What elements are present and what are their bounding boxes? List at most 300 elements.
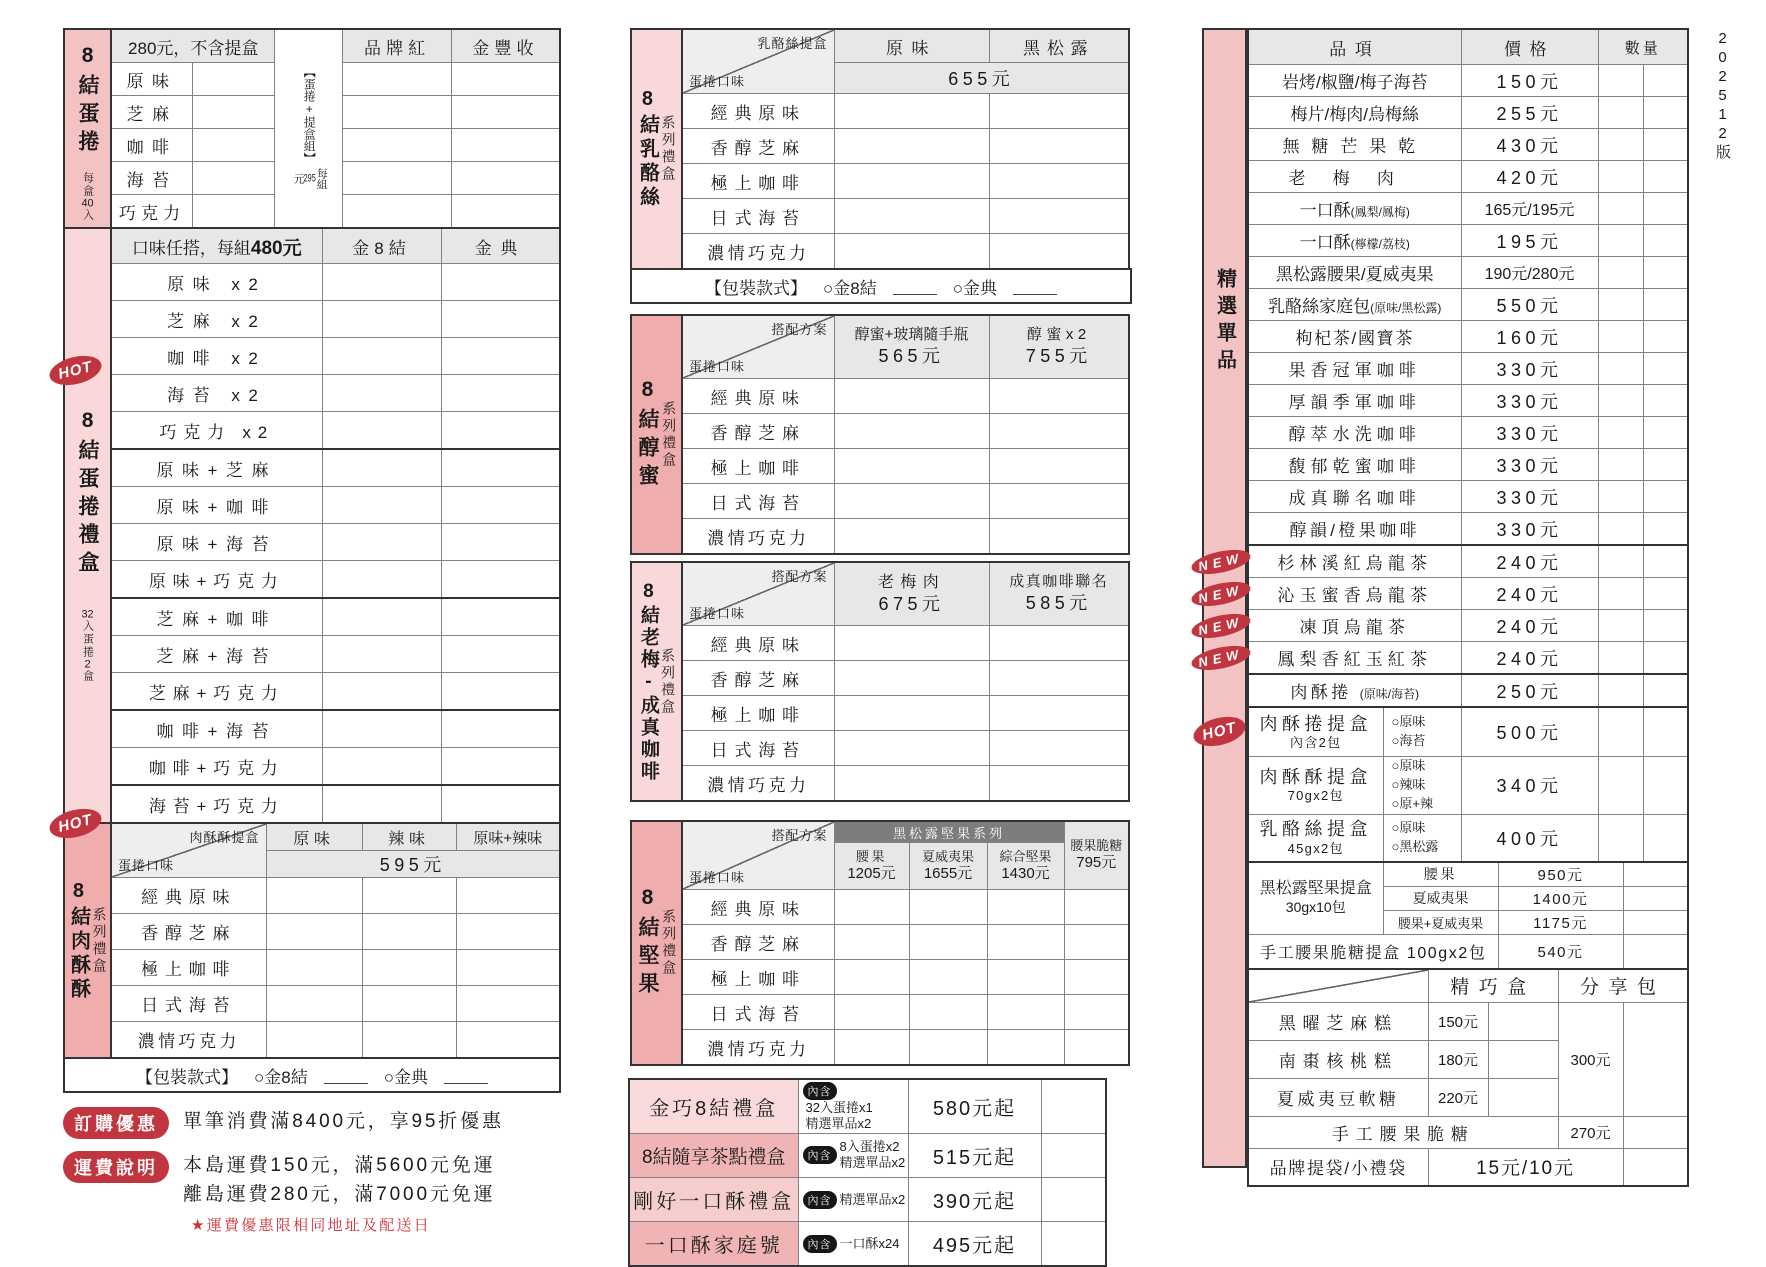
item-price: 540元 <box>1498 934 1623 969</box>
qty-cell[interactable] <box>834 449 989 484</box>
qty-cell[interactable] <box>1598 97 1643 129</box>
qty-cell[interactable] <box>989 129 1129 164</box>
section-label-giftbox: 8結蛋捲禮盒 <box>76 409 100 579</box>
qty-cell[interactable] <box>989 484 1129 519</box>
item-price: 330元 <box>1461 385 1598 417</box>
qty-cell[interactable] <box>441 264 560 301</box>
qty-cell[interactable] <box>1064 890 1129 925</box>
sidebar-plum-coffee <box>630 561 681 802</box>
qty-cell[interactable] <box>451 162 560 195</box>
qty-cell[interactable] <box>1643 513 1688 546</box>
write-in-blank[interactable] <box>444 1066 488 1085</box>
qty-cell[interactable] <box>834 234 989 270</box>
item-name: 成真聯名咖啡 <box>1248 481 1461 513</box>
truffle-nut-box-table <box>1247 861 1689 970</box>
flavor-name: 極上咖啡 <box>682 449 834 484</box>
qty-cell[interactable] <box>987 995 1064 1030</box>
combo-name: 巧克力 x2 <box>111 412 322 450</box>
qty-cell[interactable] <box>1598 642 1643 675</box>
qty-cell[interactable] <box>322 264 441 301</box>
qty-cell[interactable] <box>322 412 441 450</box>
variant-price: 950元 <box>1498 862 1623 887</box>
combo-name: 芝麻+海苔 <box>111 636 322 673</box>
set-contents: 內含 8入蛋捲x2 精選單品x2 <box>798 1133 908 1177</box>
qty-cell[interactable] <box>987 960 1064 995</box>
qty-cell[interactable] <box>456 878 560 914</box>
qty-cell[interactable] <box>1643 578 1688 610</box>
item-name: 乳酪絲提盒 45gx2包 <box>1248 814 1383 862</box>
column-header: 辣味 <box>362 823 456 851</box>
item-price: 240元 <box>1461 545 1598 578</box>
qty-cell[interactable] <box>1041 1079 1106 1133</box>
qty-cell[interactable] <box>322 487 441 524</box>
sidebar-eggroll <box>63 28 110 229</box>
column-header-truffle: 黑松露 <box>989 29 1129 63</box>
qty-cell[interactable] <box>1041 1221 1106 1266</box>
qty-cell[interactable] <box>456 986 560 1022</box>
qty-cell[interactable] <box>1598 321 1643 353</box>
flavor-name: 經典原味 <box>111 878 266 914</box>
flavor-name: 原味 <box>111 63 193 96</box>
item-name: 手工腰果脆糖提盒 100gx2包 <box>1248 934 1498 969</box>
qty-cell[interactable] <box>1643 225 1688 257</box>
qty-cell[interactable] <box>1623 862 1688 887</box>
item-name: 一口酥(鳳梨/鳳梅) <box>1248 193 1461 225</box>
column-header-coffee-collab: 成真咖啡聯名 585元 <box>989 562 1129 626</box>
qty-cell[interactable] <box>1643 129 1688 161</box>
section-label-eggroll: 8結蛋捲 <box>76 44 100 158</box>
section-cheese-giftbox <box>630 28 1132 270</box>
section-honey-giftbox <box>630 314 1132 555</box>
diagonal-header: 乳酪絲提盒 蛋捲口味 <box>682 29 834 94</box>
hot-badge: HOT <box>47 804 105 843</box>
qty-cell[interactable] <box>909 995 987 1030</box>
qty-cell[interactable] <box>1598 513 1643 546</box>
item-name: 黑曜芝麻糕 <box>1248 1002 1428 1040</box>
qty-cell[interactable] <box>1488 1078 1558 1116</box>
qty-cell[interactable] <box>322 710 441 748</box>
qty-cell[interactable] <box>1598 545 1643 578</box>
item-name: 南棗核桃糕 <box>1248 1040 1428 1078</box>
qty-cell[interactable] <box>1598 161 1643 193</box>
flavor-name: 經典原味 <box>682 626 834 661</box>
qty-cell[interactable] <box>322 375 441 412</box>
qty-cell[interactable] <box>441 524 560 561</box>
item-name: 黑松露堅果提盒 30gx10包 <box>1248 862 1383 935</box>
qty-cell[interactable] <box>989 696 1129 731</box>
flavor-name: 極上咖啡 <box>682 696 834 731</box>
qty-cell[interactable] <box>987 1030 1064 1066</box>
flavor-options[interactable]: ○原味 ○黑松露 <box>1383 814 1461 862</box>
combo-name: 原味+巧克力 <box>111 561 322 599</box>
qty-cell[interactable] <box>909 925 987 960</box>
qty-cell[interactable] <box>456 914 560 950</box>
qty-cell[interactable] <box>1643 757 1688 815</box>
rousu-table <box>110 822 561 1059</box>
flavor-name: 日式海苔 <box>682 199 834 234</box>
item-name: NEW 鳳梨香紅玉紅茶 <box>1248 642 1461 675</box>
qty-cell[interactable] <box>322 301 441 338</box>
qty-cell[interactable] <box>266 986 362 1022</box>
qty-cell[interactable] <box>322 785 441 823</box>
section-label-cheese: 8結乳酪絲 <box>636 88 659 210</box>
qty-cell[interactable] <box>1064 995 1129 1030</box>
qty-cell[interactable] <box>989 626 1129 661</box>
item-price: 500元 <box>1461 707 1598 757</box>
packaging-option-gold8[interactable]: ○金8結 <box>253 1067 308 1087</box>
item-name: HOT 肉酥捲提盒 內含2包 <box>1248 707 1383 757</box>
qty-cell[interactable] <box>441 301 560 338</box>
section-sublabel: 系列禮盒 <box>659 647 676 716</box>
qty-cell[interactable] <box>1643 674 1688 707</box>
qty-cell[interactable] <box>1623 1116 1688 1148</box>
qty-cell[interactable] <box>451 96 560 129</box>
eggroll-table <box>110 28 561 229</box>
flavor-name: 香醇芝麻 <box>111 914 266 950</box>
qty-cell[interactable] <box>1064 1030 1129 1066</box>
qty-cell[interactable] <box>322 636 441 673</box>
qty-cell[interactable] <box>1598 449 1643 481</box>
qty-cell[interactable] <box>1598 193 1643 225</box>
qty-cell[interactable] <box>989 414 1129 449</box>
qty-cell[interactable] <box>193 96 275 129</box>
qty-cell[interactable] <box>441 748 560 786</box>
qty-cell[interactable] <box>441 598 560 636</box>
write-in-blank[interactable] <box>893 277 937 296</box>
qty-cell[interactable] <box>834 414 989 449</box>
qty-cell[interactable] <box>362 878 456 914</box>
qty-cell[interactable] <box>343 96 452 129</box>
combo-name: 原味 x2 <box>111 264 322 301</box>
qty-cell[interactable] <box>989 379 1129 414</box>
qty-cell[interactable] <box>441 673 560 711</box>
qty-cell[interactable] <box>343 63 452 96</box>
qty-cell[interactable] <box>193 162 275 195</box>
qty-cell[interactable] <box>834 519 989 555</box>
item-name: NEW 凍頂烏龍茶 <box>1248 610 1461 642</box>
item-name: 無糖芒果乾 <box>1248 129 1461 161</box>
flavor-name: 日式海苔 <box>682 484 834 519</box>
qty-cell[interactable] <box>834 890 909 925</box>
sidebar-nuts <box>630 820 681 1066</box>
qty-cell[interactable] <box>989 449 1129 484</box>
qty-cell[interactable] <box>834 94 989 129</box>
qty-cell[interactable] <box>1643 257 1688 289</box>
plum-table <box>681 561 1130 802</box>
qty-cell[interactable] <box>1598 225 1643 257</box>
qty-cell[interactable] <box>451 129 560 162</box>
flavor-name: 日式海苔 <box>682 995 834 1030</box>
sidebar-honey <box>630 314 681 555</box>
qty-cell[interactable] <box>1643 161 1688 193</box>
section-eggroll <box>63 28 561 229</box>
flavor-options[interactable]: ○原味 ○海苔 <box>1383 707 1461 757</box>
qty-cell[interactable] <box>989 519 1129 555</box>
qty-cell[interactable] <box>834 696 989 731</box>
qty-cell[interactable] <box>834 661 989 696</box>
qty-cell[interactable] <box>343 162 452 195</box>
middle-column <box>630 28 1132 1267</box>
qty-cell[interactable] <box>1643 642 1688 675</box>
qty-cell[interactable] <box>1598 757 1643 815</box>
column-header-cashew-brittle: 腰果脆糖 795元 <box>1064 821 1129 890</box>
qty-cell[interactable] <box>834 164 989 199</box>
qty-cell[interactable] <box>362 1022 456 1059</box>
flavor-name: 經典原味 <box>682 94 834 129</box>
qty-cell[interactable] <box>441 636 560 673</box>
qty-cell[interactable] <box>1064 925 1129 960</box>
combo-name: 原味+海苔 <box>111 524 322 561</box>
qty-cell[interactable] <box>1643 321 1688 353</box>
diagonal-header <box>1248 969 1428 1003</box>
qty-cell[interactable] <box>834 484 989 519</box>
qty-cell[interactable] <box>266 878 362 914</box>
qty-cell[interactable] <box>193 63 275 96</box>
qty-cell[interactable] <box>1041 1133 1106 1177</box>
qty-cell[interactable] <box>1598 257 1643 289</box>
new-badge: NEW <box>1189 577 1252 610</box>
section-sublabel: 每盒40入 <box>81 172 94 222</box>
qty-cell[interactable] <box>322 524 441 561</box>
qty-cell[interactable] <box>834 960 909 995</box>
qty-cell[interactable] <box>1643 481 1688 513</box>
combo-name: 芝麻+巧克力 <box>111 673 322 711</box>
qty-cell[interactable] <box>193 195 275 229</box>
qty-cell[interactable] <box>1598 674 1643 707</box>
flavor-name: 濃情巧克力 <box>682 1030 834 1066</box>
qty-cell[interactable] <box>441 487 560 524</box>
qty-cell[interactable] <box>1643 545 1688 578</box>
catalog-version: 202512版 <box>1714 30 1731 161</box>
diagonal-header: 搭配方案 蛋捲口味 <box>682 821 834 890</box>
qty-cell[interactable] <box>343 195 452 229</box>
qty-cell[interactable] <box>1598 481 1643 513</box>
qty-cell[interactable] <box>1598 129 1643 161</box>
qty-cell[interactable] <box>989 731 1129 766</box>
qty-cell[interactable] <box>322 561 441 599</box>
contains-badge: 內含 <box>803 1146 837 1164</box>
section-plum-coffee-giftbox <box>630 561 1132 802</box>
qty-cell[interactable] <box>1623 1148 1688 1186</box>
qty-cell[interactable] <box>1623 886 1688 910</box>
qty-cell[interactable] <box>909 1030 987 1066</box>
qty-cell[interactable] <box>834 731 989 766</box>
qty-cell[interactable] <box>834 626 989 661</box>
packaging-option-classic[interactable]: ○金典 <box>952 278 997 298</box>
packaging-option-gold8[interactable]: ○金8結 <box>822 278 877 298</box>
qty-cell[interactable] <box>451 63 560 96</box>
qty-cell[interactable] <box>441 785 560 823</box>
column-header-honey-bottle: 醇蜜+玻璃隨手瓶 565元 <box>834 315 989 379</box>
qty-cell[interactable] <box>441 710 560 748</box>
item-price: 420元 <box>1461 161 1598 193</box>
packaging-row <box>63 1057 561 1093</box>
write-in-blank[interactable] <box>1013 277 1057 296</box>
section-label-honey: 8結醇蜜 <box>636 377 659 492</box>
qty-cell[interactable] <box>322 449 441 487</box>
cheese-table <box>681 28 1130 270</box>
qty-cell[interactable] <box>1623 934 1688 969</box>
qty-cell[interactable] <box>266 950 362 986</box>
section-sublabel: 系列禮盒 <box>660 115 677 183</box>
flavor-name: 巧克力 <box>111 195 193 229</box>
shipping-restriction-note: ★運費優惠限相同地址及配送日 <box>191 1216 431 1234</box>
set-price: 390元起 <box>908 1177 1041 1221</box>
item-name: 岩烤/椒鹽/梅子海苔 <box>1248 65 1461 97</box>
qty-cell[interactable] <box>1598 417 1643 449</box>
qty-cell[interactable] <box>1598 814 1643 862</box>
qty-cell[interactable] <box>322 598 441 636</box>
item-price: 240元 <box>1461 578 1598 610</box>
item-name: 醇韻/橙果咖啡 <box>1248 513 1461 546</box>
set-name: 8結隨享茶點禮盒 <box>629 1133 798 1177</box>
qty-cell[interactable] <box>909 890 987 925</box>
diagonal-header: 搭配方案 蛋捲口味 <box>682 315 834 379</box>
qty-cell[interactable] <box>362 950 456 986</box>
qty-cell[interactable] <box>441 449 560 487</box>
qty-cell[interactable] <box>1643 449 1688 481</box>
qty-cell[interactable] <box>456 950 560 986</box>
flavor-name: 極上咖啡 <box>682 960 834 995</box>
item-price: 240元 <box>1461 642 1598 675</box>
qty-cell[interactable] <box>1643 289 1688 321</box>
qty-cell[interactable] <box>1643 707 1688 757</box>
item-name: 梅片/梅肉/烏梅絲 <box>1248 97 1461 129</box>
qty-cell[interactable] <box>1623 910 1688 934</box>
column-header-plum-meat: 老梅肉 675元 <box>834 562 989 626</box>
flavor-name: 香醇芝麻 <box>682 661 834 696</box>
qty-cell[interactable] <box>1643 65 1688 97</box>
qty-cell[interactable] <box>834 379 989 414</box>
qty-cell[interactable] <box>441 338 560 375</box>
write-in-blank[interactable] <box>324 1066 368 1085</box>
qty-cell[interactable] <box>1598 65 1643 97</box>
qty-cell[interactable] <box>441 561 560 599</box>
qty-cell[interactable] <box>989 94 1129 129</box>
left-column <box>56 28 561 1235</box>
qty-cell[interactable] <box>1643 193 1688 225</box>
qty-cell[interactable] <box>1598 289 1643 321</box>
section-rousu-giftbox <box>56 811 561 1059</box>
qty-cell[interactable] <box>989 766 1129 802</box>
section-eggroll-giftbox <box>56 227 561 824</box>
right-column <box>1196 28 1690 1180</box>
qty-cell[interactable] <box>987 925 1064 960</box>
qty-cell[interactable] <box>1643 97 1688 129</box>
flavor-name: 日式海苔 <box>682 731 834 766</box>
qty-cell[interactable] <box>1643 353 1688 385</box>
qty-cell[interactable] <box>266 914 362 950</box>
column-header: 原味+辣味 <box>456 823 560 851</box>
qty-cell[interactable] <box>322 748 441 786</box>
item-name: 乳酪絲家庭包(原味/黑松露) <box>1248 289 1461 321</box>
item-price: 330元 <box>1461 481 1598 513</box>
item-price: 430元 <box>1461 129 1598 161</box>
flavor-name: 極上咖啡 <box>111 950 266 986</box>
qty-cell[interactable] <box>989 661 1129 696</box>
packaging-option-classic[interactable]: ○金典 <box>383 1067 428 1087</box>
qty-cell[interactable] <box>1598 610 1643 642</box>
item-name: 馥郁乾蜜咖啡 <box>1248 449 1461 481</box>
flavor-name: 咖啡 <box>111 129 193 162</box>
qty-cell[interactable] <box>909 960 987 995</box>
qty-cell[interactable] <box>1488 1002 1558 1040</box>
qty-cell[interactable] <box>1598 353 1643 385</box>
qty-cell[interactable] <box>441 375 560 412</box>
qty-cell[interactable] <box>834 199 989 234</box>
section-label-plum: 8結老梅-成真咖啡 <box>637 580 659 783</box>
sidebar-cheese <box>630 28 681 270</box>
item-price: 15元/10元 <box>1428 1148 1623 1186</box>
qty-cell[interactable] <box>987 890 1064 925</box>
shipping-text: 本島運費150元，滿5600元免運 離島運費280元，滿7000元免運 <box>183 1155 496 1206</box>
set-price: 580元起 <box>908 1079 1041 1133</box>
qty-cell[interactable] <box>1643 417 1688 449</box>
qty-cell[interactable] <box>834 995 909 1030</box>
qty-cell[interactable] <box>834 129 989 164</box>
qty-cell[interactable] <box>1598 385 1643 417</box>
order-notes <box>63 1107 561 1235</box>
flavor-options[interactable]: ○原味 ○辣味 ○原+辣 <box>1383 757 1461 815</box>
qty-cell[interactable] <box>1643 814 1688 862</box>
qty-cell[interactable] <box>834 1030 909 1066</box>
column-header-gold8: 金8結 <box>322 228 441 264</box>
item-price: 160元 <box>1461 321 1598 353</box>
item-price: 195元 <box>1461 225 1598 257</box>
column-header-honey-x2: 醇蜜x2 755元 <box>989 315 1129 379</box>
nuts-table <box>681 820 1130 1066</box>
item-name: 手工腰果脆糖 <box>1248 1116 1558 1148</box>
flavor-name: 極上咖啡 <box>682 164 834 199</box>
qty-cell[interactable] <box>989 234 1129 270</box>
item-price: 330元 <box>1461 417 1598 449</box>
column-header-mini-box: 精巧盒 <box>1428 969 1558 1003</box>
qty-cell[interactable] <box>1623 1002 1688 1116</box>
hot-badge: HOT <box>47 351 105 390</box>
qty-cell[interactable] <box>441 412 560 450</box>
flavor-name: 海苔 <box>111 162 193 195</box>
share-pack-price: 300元 <box>1558 1002 1623 1116</box>
qty-cell[interactable] <box>834 766 989 802</box>
qty-cell[interactable] <box>834 925 909 960</box>
qty-cell[interactable] <box>1643 610 1688 642</box>
qty-cell[interactable] <box>322 338 441 375</box>
qty-cell[interactable] <box>1598 578 1643 610</box>
qty-cell[interactable] <box>989 199 1129 234</box>
item-price: 240元 <box>1461 610 1598 642</box>
contains-badge: 內含 <box>803 1235 837 1253</box>
qty-cell[interactable] <box>1041 1177 1106 1221</box>
section-sublabel: 系列禮盒 <box>661 909 678 977</box>
qty-cell[interactable] <box>1488 1040 1558 1078</box>
column-header-qty: 數量 <box>1598 29 1688 65</box>
qty-cell[interactable] <box>362 986 456 1022</box>
qty-cell[interactable] <box>266 1022 362 1059</box>
qty-cell[interactable] <box>1643 385 1688 417</box>
qty-cell[interactable] <box>322 673 441 711</box>
qty-cell[interactable] <box>343 129 452 162</box>
qty-cell[interactable] <box>456 1022 560 1059</box>
qty-cell[interactable] <box>193 129 275 162</box>
qty-cell[interactable] <box>451 195 560 229</box>
item-name: 老梅肉 <box>1248 161 1461 193</box>
qty-cell[interactable] <box>1598 707 1643 757</box>
qty-cell[interactable] <box>362 914 456 950</box>
qty-cell[interactable] <box>1064 960 1129 995</box>
qty-cell[interactable] <box>989 164 1129 199</box>
item-price: 340元 <box>1461 757 1598 815</box>
column-header-share-pack: 分享包 <box>1558 969 1688 1003</box>
